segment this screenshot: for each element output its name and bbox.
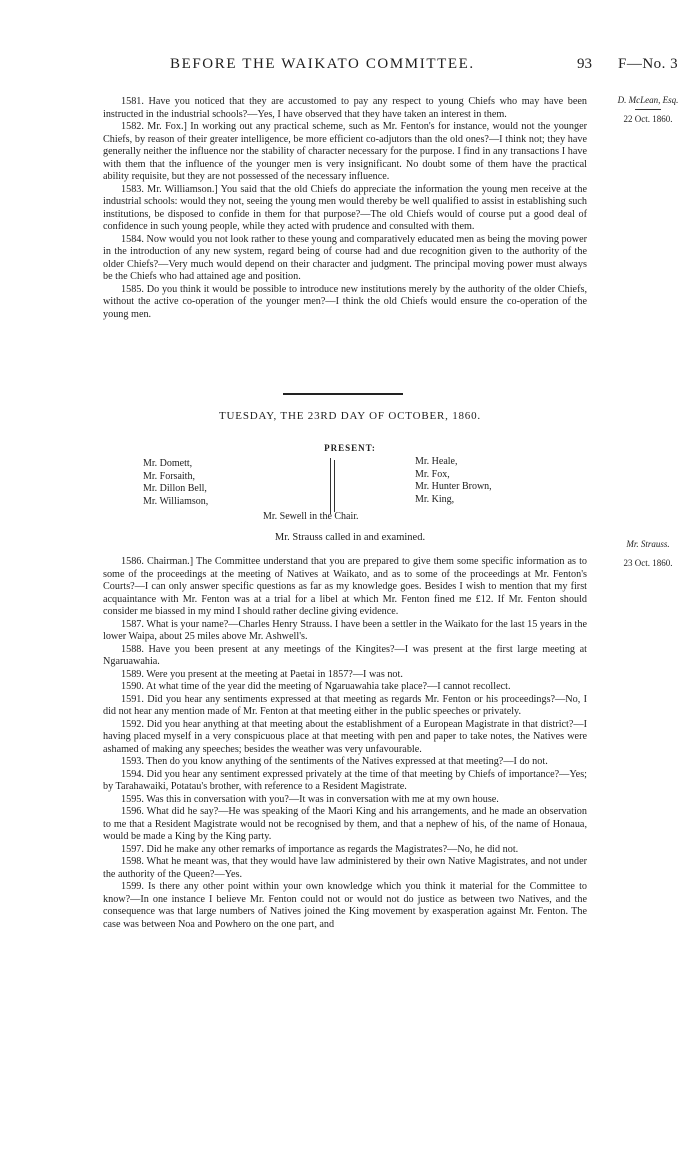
member-brace <box>330 458 331 514</box>
session-date-line: TUESDAY, THE 23RD DAY OF OCTOBER, 1860. <box>219 410 481 422</box>
members-present <box>143 458 543 518</box>
witness-date: 22 Oct. 1860. <box>623 114 673 124</box>
question-1591: 1591. Did you hear any sentiments expressed at that meeting as regards Mr. Fenton or his proceedings?—No, I did not hear any mention made of Mr. Fenton at that meeting either in the public speeches or privately. <box>103 693 587 717</box>
member-name: Mr. Hunter Brown, <box>415 481 492 492</box>
question-1599: 1599. Is there any other point within your own knowledge which you think it material for the Committee to know?—In one instance I believe Mr. Fenton could not or would not do justice as between two Natives, and the consequence was that large numbers of Natives joined the King movement by exasperation against Mr. Fenton. The case was between Noa and Powhero on the one part, and <box>103 881 587 930</box>
member-name: Mr. Dillon Bell, <box>143 483 207 494</box>
member-name: Mr. Domett, <box>143 458 193 469</box>
witness-called-line: Mr. Strauss called in and examined. <box>274 532 426 543</box>
question-1592: 1592. Did you hear anything at that meeting about the establishment of a European Magistrate in that district?—I having placed myself in a very conspicuous place at that meeting with pen and paper to take notes, the Natives were ashamed of making any speeches; besides the weather was very unfavourable. <box>103 718 587 755</box>
witness-name: D. McLean, Esq. <box>617 95 679 105</box>
question-1587: 1587. What is your name?—Charles Henry Strauss. I have been a settler in the Waikato for the last 15 years in the lower Waipa, about 25 miles above Mr. Ashwell's. <box>103 618 587 642</box>
question-1588: 1588. Have you been present at any meetings of the Kingites?—I was present at the first large meeting at Ngaruawahia. <box>103 643 587 667</box>
margin-rule <box>635 109 661 110</box>
page-title: BEFORE THE WAIKATO COMMITTEE. <box>170 56 475 72</box>
member-brace <box>334 460 335 512</box>
question-1582: 1582. Mr. Fox.] In working out any practical scheme, such as Mr. Fenton's for instance, would not the younger Chiefs, by reason of their greater intelligence, be more efficient co-adjutors than the old ones?—I think not; they have generally neither the influence nor the stability of character necessary for the purpose. I find in any transactions I have with them that the influence of the younger men is very insignificant. No doubt some of them have the practical ability requisite, but they are not possessed of the necessary influence. <box>103 121 587 182</box>
witness-date: 23 Oct. 1860. <box>623 558 673 568</box>
question-1598: 1598. What he meant was, that they would have law administered by their own Native Magistrates, and not under the authority of the Queen?—Yes. <box>103 856 587 880</box>
witness-name: Mr. Strauss. <box>626 539 670 549</box>
page-number: 93 <box>577 56 592 72</box>
margin-note-mclean <box>600 94 696 126</box>
page-header <box>0 56 700 80</box>
question-1595: 1595. Was this in conversation with you?—It was in conversation with me at my own house. <box>121 793 499 805</box>
members-right-column <box>415 456 492 506</box>
question-1586: 1586. Chairman.] The Committee understand that you are prepared to give them some specific information as to some of the proceedings at the meeting of Natives at Waikato, and as to some of the proceedings at Mr. Fenton's Courts?—I can only answer specific questions as far as my knowledge goes. Besides I wish to mention that my first acquaintance with Mr. Fenton was at a trial for a libel at which Mr. Fenton fined me £12. If Mr. Fenton should consider me biassed in my mind I should rather decline giving evidence. <box>103 556 587 617</box>
question-1593: 1593. Then do you know anything of the sentiments of the Natives expressed at that meeting?—I do not. <box>121 756 548 767</box>
present-label: PRESENT: <box>324 443 376 453</box>
members-left-column <box>143 458 208 508</box>
member-name: Mr. Williamson, <box>143 495 209 507</box>
question-1590: 1590. At what time of the year did the meeting of Ngaruawahia take place?—I cannot recollect. <box>121 681 511 692</box>
question-1596: 1596. What did he say?—He was speaking of the Maori King and his arrangements, and he made an observation to me that a Resident Magistrate would not be recognised by them, and that a nephew of his, of the name of Honaua, would be made a King by the King party. <box>103 806 587 842</box>
question-1584: 1584. Now would you not look rather to these young and comparatively educated men as being the moving power in the introduction of any new system, regard being of course had and due recognition given to the authority of the older Chiefs?—Very much would depend on their character and judgment. The principal moving power must always be the Chiefs who had attained age and position. <box>103 233 587 282</box>
chair-line: Mr. Sewell in the Chair. <box>263 511 359 522</box>
member-name: Mr. Fox, <box>415 468 450 480</box>
question-1585: 1585. Do you think it would be possible to introduce new institutions merely by the authority of the older Chiefs, without the active co-operation of the younger men?—I think the old Chiefs would ensure the co-operation of the young men. <box>103 283 587 320</box>
section-divider <box>283 393 403 395</box>
question-1583: 1583. Mr. Williamson.] You said that the old Chiefs do appreciate the information the young men receive at the industrial schools: would they not, seeing the young men would thereby be well qualified to assist in establishing such institutions, be disposed to confide in them for that purpose?—The old Chiefs would of course put a good deal of confidence in such young people, while they acted with prudence and consulted with them. <box>103 183 587 232</box>
question-1589: 1589. Were you present at the meeting at Paetai in 1857?—I was not. <box>121 668 403 680</box>
file-number: F—No. 3 <box>618 56 679 72</box>
question-1597: 1597. Did he make any other remarks of importance as regards the Magistrates?—No, he did not. <box>121 843 519 855</box>
question-1594: 1594. Did you hear any sentiment expressed privately at the time of that meeting by Chiefs of importance?—Yes; by Tarahawaiki, Potatau's brother, with reference to a Resident Magistrate. <box>103 768 587 792</box>
evidence-section-mclean <box>103 96 587 321</box>
member-name: Mr. Heale, <box>415 456 458 467</box>
question-1581: 1581. Have you noticed that they are accustomed to pay any respect to young Chiefs who may have been instructed in the industrial schools?—Yes, I have observed that they have taken an interest in them. <box>103 96 587 120</box>
member-name: Mr. Forsaith, <box>143 470 195 482</box>
evidence-section-strauss <box>103 556 587 931</box>
member-name: Mr. King, <box>415 493 455 505</box>
